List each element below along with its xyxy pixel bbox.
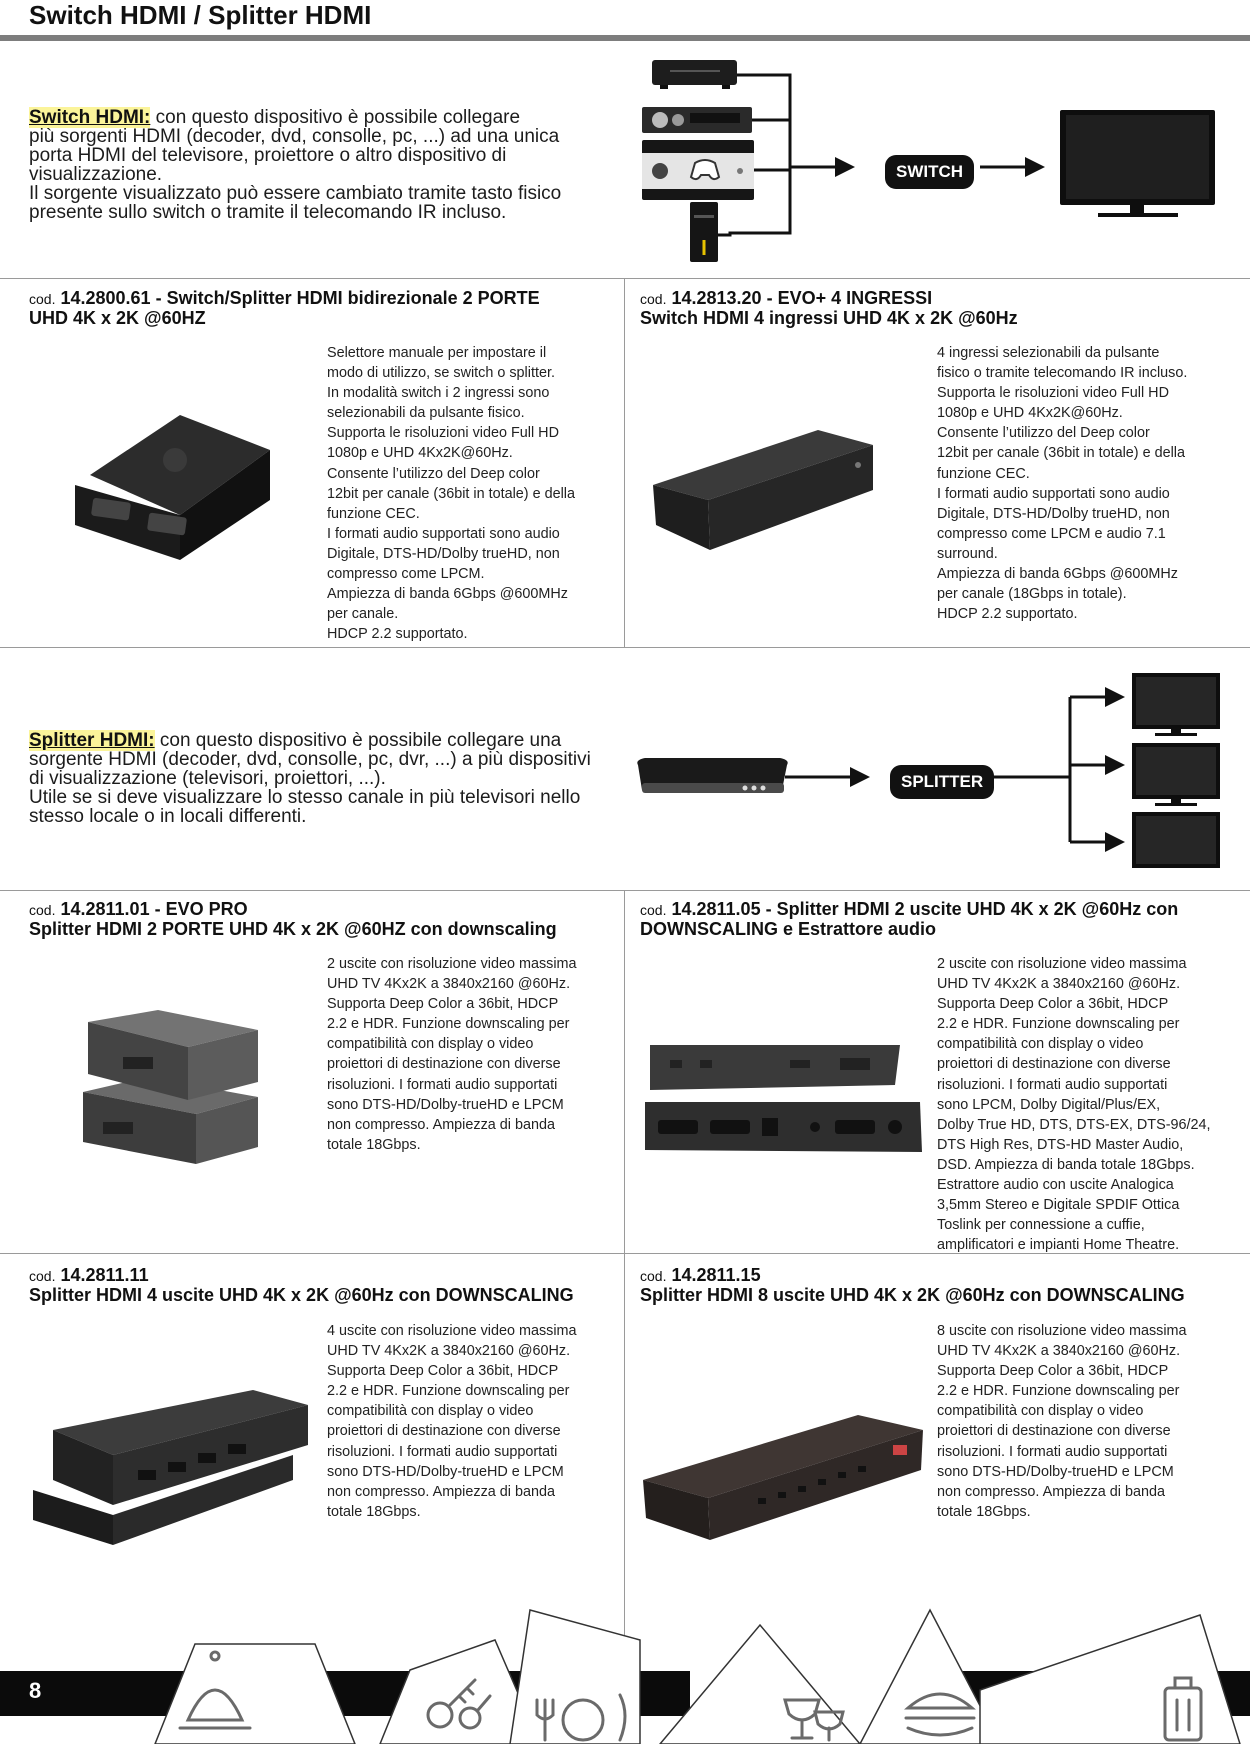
- splitter-intro-lead: Splitter HDMI:: [29, 730, 155, 751]
- product-title-line1: - Splitter HDMI 2 uscite UHD 4K x 2K @60Hz con: [760, 899, 1179, 919]
- desc-line: Consente l’utilizzo del Deep color: [327, 465, 540, 482]
- desc-line: non compresso. Ampiezza di banda: [327, 1483, 555, 1500]
- column-divider: [624, 890, 625, 1671]
- desc-line: HDCP 2.2 supportato.: [327, 626, 468, 643]
- desc-line: compresso come LPCM.: [327, 566, 485, 583]
- desc-line: funzione CEC.: [937, 465, 1030, 482]
- desc-line: Supporta Deep Color a 36bit, HDCP: [937, 996, 1169, 1013]
- desc-line: Selettore manuale per impostare il: [327, 345, 547, 361]
- product-title: [640, 900, 1178, 939]
- product-code: 14.2811.01: [60, 899, 150, 919]
- arrow-icon: [1105, 755, 1125, 775]
- desc-line: Supporta Deep Color a 36bit, HDCP: [327, 1363, 559, 1380]
- product-title-line2: Splitter HDMI 8 uscite UHD 4K x 2K @60Hz con DOWNSCALING: [640, 1285, 1185, 1305]
- product-code: 14.2813.20: [671, 288, 762, 308]
- desc-line: Supporta Deep Color a 36bit, HDCP: [327, 996, 559, 1013]
- desc-line: UHD TV 4Kx2K a 3840x2160 @60Hz.: [327, 1343, 571, 1360]
- tv-icon: [1060, 110, 1215, 217]
- tv-icon: [1132, 673, 1220, 736]
- cod-label: cod.: [29, 902, 56, 918]
- desc-line: 1080p e UHD 4Kx2K@60Hz.: [937, 405, 1123, 422]
- desc-line: fisico o tramite telecomando IR incluso.: [937, 365, 1188, 382]
- product-title-line2: Switch HDMI 4 ingressi UHD 4K x 2K @60Hz: [640, 308, 1018, 328]
- column-divider: [624, 278, 625, 648]
- desc-line: Supporta Deep Color a 36bit, HDCP: [937, 1363, 1169, 1380]
- desc-line: proiettori di destinazione con diverse: [937, 1056, 1171, 1073]
- cod-label: cod.: [640, 291, 667, 307]
- desc-line: sono DTS-HD/Dolby-trueHD e LPCM: [937, 1463, 1174, 1480]
- desc-line: 1080p e UHD 4Kx2K@60Hz.: [327, 445, 513, 462]
- desc-line: proiettori di destinazione con diverse: [327, 1423, 561, 1440]
- section-divider: [0, 278, 1250, 279]
- desc-line: I formati audio supportati sono audio: [937, 485, 1170, 502]
- section-divider: [0, 1253, 1250, 1254]
- product-code: 14.2811.05: [671, 899, 761, 919]
- desc-line: sono LPCM, Dolby Digital/Plus/EX,: [937, 1096, 1161, 1113]
- product-description: [937, 954, 1232, 1255]
- arrow-icon: [1025, 157, 1045, 177]
- desc-line: 2.2 e HDR. Funzione downscaling per: [327, 1016, 570, 1033]
- desc-line: funzione CEC.: [327, 505, 420, 522]
- switch-intro: [29, 108, 609, 222]
- splitter-intro: [29, 731, 609, 826]
- product-code: 14.2811.15: [671, 1265, 761, 1285]
- product-code: 14.2800.61: [60, 288, 151, 308]
- switch-badge: SWITCH: [885, 155, 974, 189]
- desc-line: 2 uscite con risoluzione video massima: [327, 956, 577, 972]
- switch-intro-line: più sorgenti HDMI (decoder, dvd, consolle, pc, ...) ad una unica: [29, 126, 560, 147]
- page-number: 8: [29, 1678, 42, 1703]
- desc-line: sono DTS-HD/Dolby-trueHD e LPCM: [327, 1096, 564, 1113]
- desc-line: DTS High Res, DTS-HD Master Audio,: [937, 1136, 1184, 1153]
- desc-line: Consente l’utilizzo del Deep color: [937, 425, 1150, 442]
- desc-line: compatibilità con display o video: [937, 1403, 1144, 1420]
- desc-line: risoluzioni. I formati audio supportati: [327, 1443, 558, 1460]
- switch-intro-lead: Switch HDMI:: [29, 107, 151, 128]
- desc-line: non compresso. Ampiezza di banda: [327, 1116, 555, 1133]
- desc-line: Toslink per connessione a cuffie,: [937, 1217, 1145, 1234]
- desc-line: HDCP 2.2 supportato.: [937, 606, 1078, 623]
- arrow-icon: [1105, 832, 1125, 852]
- product-code: 14.2811.11: [60, 1265, 149, 1285]
- desc-line: modo di utilizzo, se switch o splitter.: [327, 365, 555, 382]
- desc-line: per canale (18Gbps in totale).: [937, 586, 1127, 603]
- desc-line: non compresso. Ampiezza di banda: [937, 1483, 1165, 1500]
- product-title-line2: Splitter HDMI 4 uscite UHD 4K x 2K @60Hz con DOWNSCALING: [29, 1285, 574, 1305]
- desc-line: proiettori di destinazione con diverse: [327, 1056, 561, 1073]
- desc-line: UHD TV 4Kx2K a 3840x2160 @60Hz.: [937, 1343, 1181, 1360]
- desc-line: compresso come LPCM e audio 7.1: [937, 525, 1166, 542]
- product-title: [640, 1266, 1185, 1305]
- switch-intro-line: presente sullo switch o tramite il telecomando IR incluso.: [29, 202, 507, 223]
- product-title: [640, 289, 1018, 328]
- desc-line: Supporta le risoluzioni video Full HD: [327, 425, 559, 442]
- product-description: [327, 343, 612, 644]
- desc-line: 4 ingressi selezionabili da pulsante: [937, 345, 1160, 361]
- section-divider: [0, 647, 1250, 648]
- desc-line: totale 18Gbps.: [327, 1503, 421, 1520]
- desc-line: Ampiezza di banda 6Gbps @600MHz: [327, 586, 568, 603]
- arrow-icon: [835, 157, 855, 177]
- desc-line: compatibilità con display o video: [937, 1036, 1144, 1053]
- product-title-line1: - Switch/Splitter HDMI bidirezionale 2 PORTE: [150, 288, 540, 308]
- product-image-switch-4in: [648, 425, 878, 560]
- desc-line: 2.2 e HDR. Funzione downscaling per: [937, 1016, 1180, 1033]
- product-title-line1: - EVO+ 4 INGRESSI: [761, 288, 933, 308]
- arrow-icon: [1105, 687, 1125, 707]
- desc-line: surround.: [937, 545, 998, 562]
- desc-line: 3,5mm Stereo e Digitale SPDIF Ottica: [937, 1197, 1180, 1214]
- av-receiver-icon: [642, 107, 752, 133]
- splitter-intro-line: sorgente HDMI (decoder, dvd, consolle, pc, dvr, ...) a più dispositivi: [29, 749, 591, 770]
- desc-line: totale 18Gbps.: [327, 1136, 421, 1153]
- desc-line: 4 uscite con risoluzione video massima: [327, 1323, 577, 1339]
- tv-icon: [1132, 812, 1220, 868]
- product-description: [937, 343, 1227, 624]
- desc-line: amplificatori e impianti Home Theatre.: [937, 1237, 1180, 1254]
- footer-decoration: [0, 1600, 1250, 1744]
- cod-label: cod.: [29, 1268, 56, 1284]
- product-title-line1: - EVO PRO: [149, 899, 248, 919]
- desc-line: Supporta le risoluzioni video Full HD: [937, 385, 1169, 402]
- switch-intro-line: visualizzazione.: [29, 164, 163, 185]
- desc-line: per canale.: [327, 606, 399, 623]
- desc-line: In modalità switch i 2 ingressi sono: [327, 385, 550, 402]
- desc-line: 2.2 e HDR. Funzione downscaling per: [937, 1383, 1180, 1400]
- desc-line: sono DTS-HD/Dolby-trueHD e LPCM: [327, 1463, 564, 1480]
- tv-icon: [1132, 743, 1220, 806]
- desc-line: 2.2 e HDR. Funzione downscaling per: [327, 1383, 570, 1400]
- desc-line: Dolby True HD, DTS, DTS-EX, DTS-96/24,: [937, 1116, 1211, 1133]
- desc-line: risoluzioni. I formati audio supportati: [937, 1076, 1168, 1093]
- product-image-splitter-8: [638, 1400, 923, 1545]
- splitter-intro-line: Utile se si deve visualizzare lo stesso canale in più televisori nello: [29, 787, 581, 808]
- product-title: [29, 900, 557, 939]
- switch-intro-line: con questo dispositivo è possibile collegare: [150, 107, 521, 128]
- desc-line: Estrattore audio con uscite Analogica: [937, 1177, 1174, 1194]
- product-title-line2: UHD 4K x 2K @60HZ: [29, 308, 206, 328]
- desc-line: selezionabili da pulsante fisico.: [327, 405, 525, 422]
- switch-intro-line: porta HDMI del televisore, proiettore o altro dispositivo di: [29, 145, 507, 166]
- cod-label: cod.: [640, 1268, 667, 1284]
- splitter-intro-line: stesso locale o in locali differenti.: [29, 806, 307, 827]
- product-image-splitter-4: [28, 1385, 313, 1550]
- desc-line: 2 uscite con risoluzione video massima: [937, 956, 1187, 972]
- desc-line: Digitale, DTS-HD/Dolby trueHD, non: [937, 505, 1170, 522]
- game-console-icon: [642, 140, 754, 200]
- desc-line: 12bit per canale (36bit in totale) e della: [327, 485, 575, 502]
- desc-line: 12bit per canale (36bit in totale) e della: [937, 445, 1185, 462]
- desc-line: compatibilità con display o video: [327, 1403, 534, 1420]
- desc-line: compatibilità con display o video: [327, 1036, 534, 1053]
- desc-line: 8 uscite con risoluzione video massima: [937, 1323, 1187, 1339]
- product-title: [29, 1266, 574, 1305]
- product-image-splitter-2: [78, 1002, 268, 1177]
- desc-line: Ampiezza di banda 6Gbps @600MHz: [937, 566, 1178, 583]
- product-image-splitter-audio: [640, 1040, 925, 1160]
- splitter-intro-line: con questo dispositivo è possibile collegare una: [154, 730, 562, 751]
- pc-tower-icon: [690, 202, 718, 262]
- product-image-switch-splitter: [70, 405, 270, 570]
- product-description: [937, 1321, 1227, 1522]
- set-top-box-icon: [637, 758, 787, 793]
- cod-label: cod.: [29, 291, 56, 307]
- product-description: [327, 954, 612, 1155]
- page-title: Switch HDMI / Splitter HDMI: [29, 0, 372, 30]
- title-rule: [0, 35, 1250, 41]
- desc-line: proiettori di destinazione con diverse: [937, 1423, 1171, 1440]
- desc-line: UHD TV 4Kx2K a 3840x2160 @60Hz.: [327, 976, 571, 993]
- dvd-player-icon: [652, 60, 737, 89]
- product-title-line2: Splitter HDMI 2 PORTE UHD 4K x 2K @60HZ con downscaling: [29, 919, 557, 939]
- desc-line: risoluzioni. I formati audio supportati: [327, 1076, 558, 1093]
- section-divider: [0, 890, 1250, 891]
- splitter-badge: SPLITTER: [890, 765, 994, 799]
- desc-line: UHD TV 4Kx2K a 3840x2160 @60Hz.: [937, 976, 1181, 993]
- product-title-line2: DOWNSCALING e Estrattore audio: [640, 919, 937, 939]
- splitter-intro-line: di visualizzazione (televisori, proiettori, ...).: [29, 768, 386, 789]
- desc-line: I formati audio supportati sono audio: [327, 525, 560, 542]
- switch-intro-line: Il sorgente visualizzato può essere cambiato tramite tasto fisico: [29, 183, 562, 204]
- desc-line: risoluzioni. I formati audio supportati: [937, 1443, 1168, 1460]
- product-description: [327, 1321, 612, 1522]
- arrow-icon: [850, 767, 870, 787]
- desc-line: DSD. Ampiezza di banda totale 18Gbps.: [937, 1156, 1195, 1173]
- desc-line: totale 18Gbps.: [937, 1503, 1031, 1520]
- desc-line: Digitale, DTS-HD/Dolby trueHD, non: [327, 545, 560, 562]
- product-title: [29, 289, 540, 328]
- cod-label: cod.: [640, 902, 667, 918]
